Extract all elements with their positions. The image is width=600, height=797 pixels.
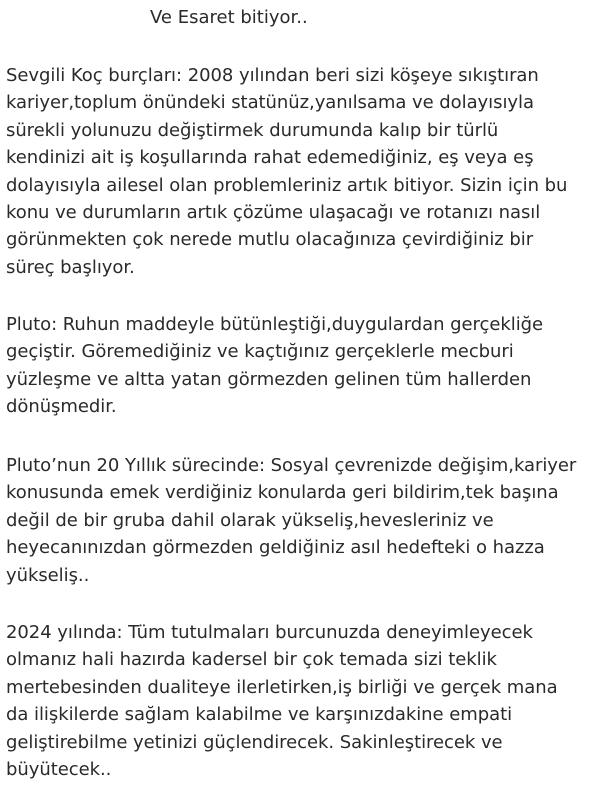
text-line: dolayısıyla ailesel olan problemleriniz artık bitiyor. Sizin için bu bbox=[6, 174, 568, 196]
document-title: Ve Esaret bitiyor.. bbox=[150, 7, 308, 28]
text-line: konusunda emek verdiğiniz konularda geri bildirim,tek başına bbox=[6, 482, 559, 504]
text-line: heyecanınızdan görmezden geldiğiniz asıl hedefteki o hazza bbox=[6, 537, 545, 559]
paragraph-2024 bbox=[6, 619, 558, 783]
text-line: olmanız hali hazırda kadersel bir çok temada sizi teklik bbox=[6, 649, 497, 671]
paragraph-pluto-20-years bbox=[6, 452, 576, 589]
text-line: Pluto’nun 20 Yıllık sürecinde: Sosyal çevrenizde değişim,kariyer bbox=[6, 455, 577, 476]
text-line: 2024 yılında: Tüm tutulmaları burcunuzda deneyimleyecek bbox=[6, 622, 533, 643]
text-line: kariyer,toplum önündeki statünüz,yanılsama ve dolayısıyla bbox=[6, 92, 534, 114]
text-line: yükseliş.. bbox=[6, 564, 90, 586]
paragraph-pluto-definition bbox=[6, 311, 543, 421]
text-line: kendinizi ait iş koşullarında rahat edemediğiniz, eş veya eş bbox=[6, 147, 534, 169]
text-line: da ilişkilerde sağlam kalabilme ve karşınızdakine empati bbox=[6, 704, 513, 726]
text-line: görünmekten çok nerede mutlu olacağınıza çevirdiğiniz bir bbox=[6, 229, 534, 251]
text-line: geçiştir. Göremediğiniz ve kaçtığınız gerçeklerle mecburi bbox=[6, 341, 514, 363]
text-line: konu ve durumların artık çözüme ulaşacağı ve rotanızı nasıl bbox=[6, 202, 541, 224]
text-line: değil de bir gruba dahil olarak yükseliş,hevesleriniz ve bbox=[6, 509, 494, 531]
text-line: Sevgili Koç burçları: 2008 yılından beri sizi köşeye sıkıştıran bbox=[6, 65, 539, 86]
text-line: süreç başlıyor. bbox=[6, 256, 135, 278]
text-line: büyütecek.. bbox=[6, 759, 112, 781]
text-line: Pluto: Ruhun maddeyle bütünleştiği,duygulardan gerçekliğe bbox=[6, 314, 544, 335]
text-line: yüzleşme ve altta yatan görmezden gelinen tüm hallerden bbox=[6, 368, 532, 390]
paragraph-aries-intro bbox=[6, 62, 567, 281]
text-line: mertebesinden dualiteye ilerletirken,iş birliği ve gerçek mana bbox=[6, 676, 558, 698]
text-line: dönüşmedir. bbox=[6, 396, 117, 418]
text-line: geliştirebilme yetinizi güçlendirecek. Sakinleştirecek ve bbox=[6, 731, 503, 753]
text-line: sürekli yolunuzu değiştirmek durumunda kalıp bir türlü bbox=[6, 119, 499, 141]
